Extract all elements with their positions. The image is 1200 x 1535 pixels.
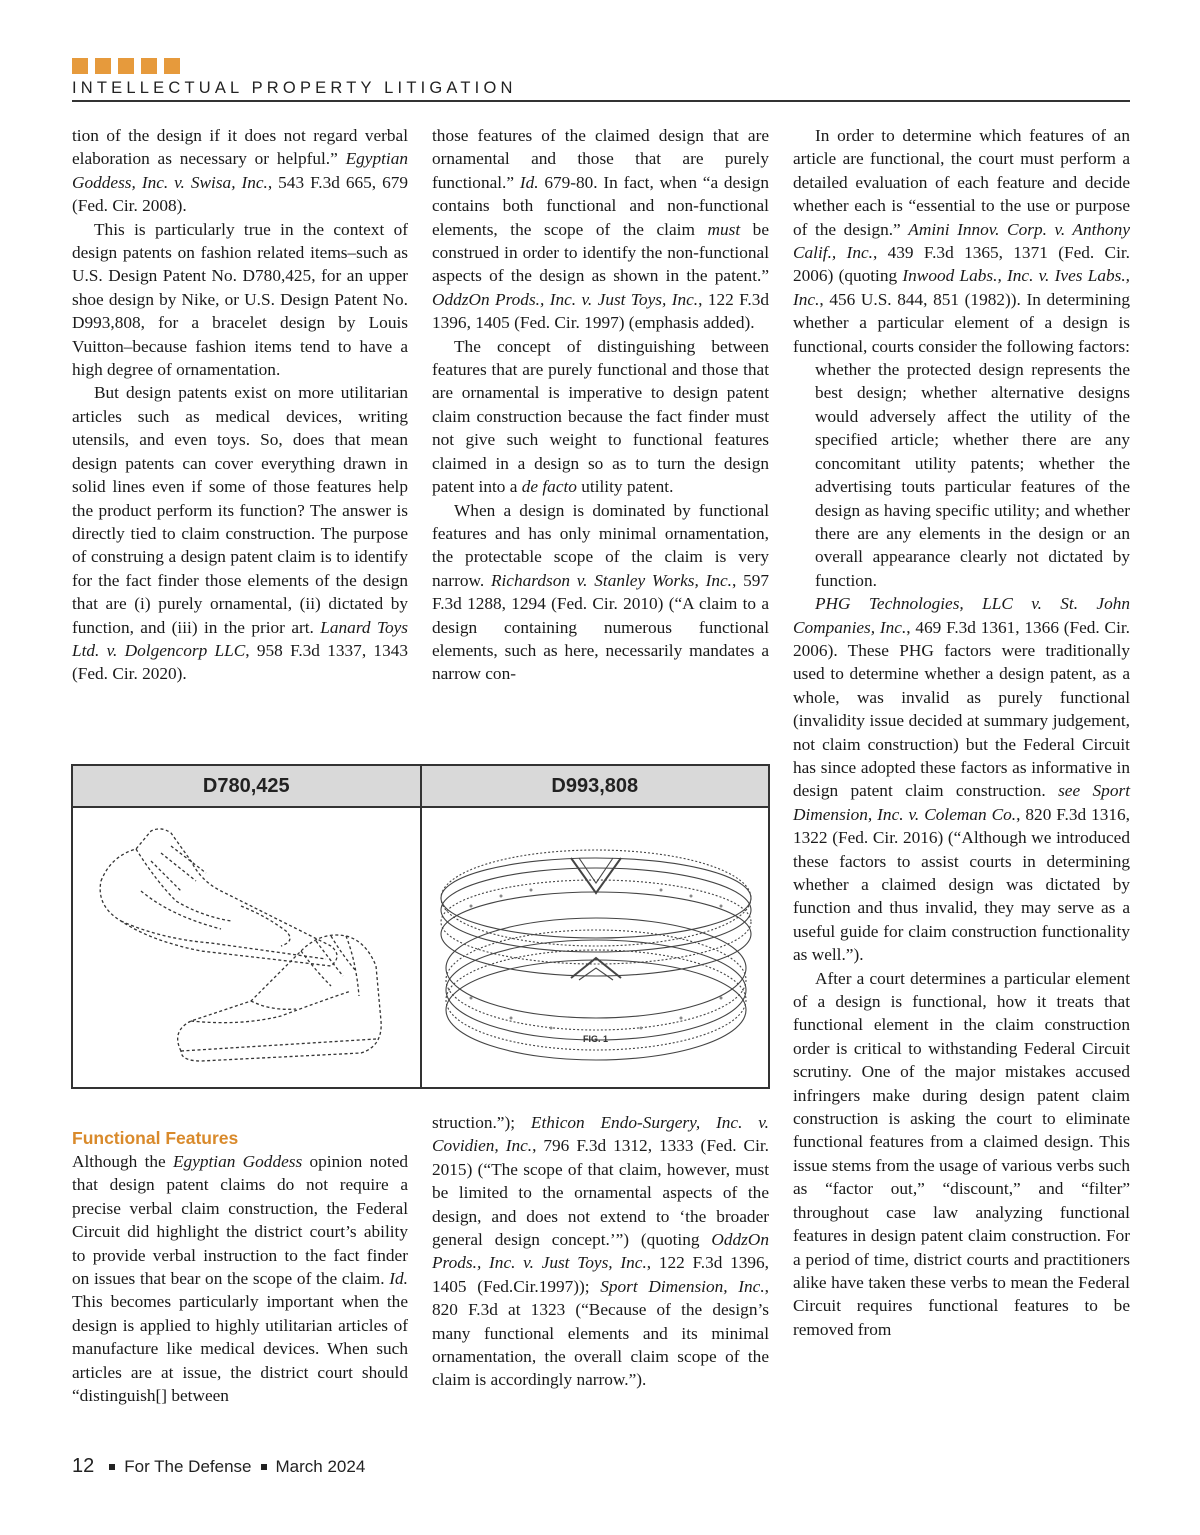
column-1-top xyxy=(72,124,408,686)
column-3 xyxy=(793,124,1130,1341)
footer-separator xyxy=(261,1464,267,1470)
shoe-design-drawing xyxy=(81,821,411,1081)
page-number: 12 xyxy=(72,1455,95,1477)
case-citation: PHG Technologies, LLC v. St. John Companies, Inc. xyxy=(793,594,1130,637)
case-citation: Ethicon Endo-Surgery, Inc. v. Covidien, Inc. xyxy=(432,1113,769,1156)
figure-divider xyxy=(420,808,422,1089)
header-square xyxy=(141,58,157,74)
header-decoration xyxy=(72,58,180,74)
paragraph: This is particularly true in the context of design patents on fashion related items–such as U.S. Design Patent No. D780,425, for an upper shoe design by Nike, or U.S. Design Patent No. D993,808, for a bracelet design by Louis Vuitton–because fashion items tend to have a high degree of ornamentation. xyxy=(72,219,408,380)
figure-header-row xyxy=(73,766,768,808)
section-heading: Functional Features xyxy=(72,1128,239,1148)
case-citation: OddzOn Prods., Inc. v. Just Toys, Inc. xyxy=(432,1230,769,1273)
case-citation: Sport Dimension, Inc. xyxy=(600,1276,765,1296)
block-quote: whether the protected design represents the best design; whether alternative designs would adversely affect the utility of the specified article; whether there are any concomitant utility patents; whether the advertising touts particular features of the design as having specific utility; and whether there are any elements in the design or an overall appearance clearly not dictated by function. xyxy=(815,360,1130,590)
paragraph: those features of the claimed design that are ornamental and those that are purely functional.” Id. 679-80. In fact, when “a design contains both functional and non-functional elements, the scope of the claim must be construed in order to identify the non-functional aspects of the design as shown in the patent.” OddzOn Prods., Inc. v. Just Toys, Inc., 122 F.3d 1396, 1405 (Fed. Cir. 1997) (emphasis added). xyxy=(432,126,770,333)
paragraph: But design patents exist on more utilitarian articles such as medical devices, writing utensils, and even toys. So, does that mean design patents can cover everything drawn in solid lines even if some of those features help the product perform its function? The answer is directly tied to claim construction. The purpose of construing a design patent claim is to identify for the fact finder those elements of the design that are (i) purely ornamental, (ii) dictated by function, and (iii) in the prior art. Lanard Toys Ltd. v. Dolgencorp LLC, 958 F.3d 1337, 1343 (Fed. Cir. 2020). xyxy=(72,383,408,684)
paragraph: struction.”); Ethicon Endo-Surgery, Inc. v. Covidien, Inc., 796 F.3d 1312, 1333 (Fed. Cir. 2015) (“The scope of that claim, however, must be limited to the ornamental aspects of the design, and does not extend to ‘the broader general design concept.’”) (quoting OddzOn Prods., Inc. v. Just Toys, Inc., 122 F.3d 1396, 1405 (Fed.Cir.1997)); Sport Dimension, Inc., 820 F.3d at 1323 (“Because of the design’s many functional elements and its minimal ornamentation, the overall claim scope of the claim is accordingly narrow.”). xyxy=(432,1113,769,1390)
column-2-bottom xyxy=(432,1111,769,1392)
bracelet-design-drawing xyxy=(431,818,761,1068)
case-citation: see Sport Dimension, Inc. v. Coleman Co. xyxy=(793,781,1130,824)
case-citation: Egyptian Goddess, Inc. v. Swisa, Inc. xyxy=(72,149,408,192)
page-footer xyxy=(72,1455,365,1478)
case-citation: Richardson v. Stanley Works, Inc. xyxy=(490,570,732,590)
paragraph: After a court determines a particular element of a design is functional, how it treats that functional element in the claim construction order is critical to withstanding Federal Circuit scrutiny. One of the major mistakes accused infringers make during design patent claim construction is asking the court to eliminate functional features from a claimed design. This issue stems from the usage of various verbs such as “factor out,” “discount,” and “filter” throughout case law analyzing functional features in design patent claim construction. For a period of time, district courts and practitioners alike have taken these verbs to mean the Federal Circuit requires functional features to be removed from xyxy=(793,968,1130,1339)
column-2-top xyxy=(432,124,769,686)
footer-separator xyxy=(109,1464,115,1470)
paragraph: PHG Technologies, LLC v. St. John Companies, Inc., 469 F.3d 1361, 1366 (Fed. Cir. 2006). These PHG factors were traditionally used to determine whether a design patent, as a whole, was invalid as purely functional (invalidity issue decided at summary judgement, not claim construction) but the Federal Circuit has since adopted these factors as informative in design patent claim construction. see Sport Dimension, Inc. v. Coleman Co., 820 F.3d 1316, 1322 (Fed. Cir. 2016) (“Although we introduced these factors to assist courts in determining whether a claimed design was dictated by function and thus invalid, they may serve as a useful guide for claim construction functionality as well.”). xyxy=(793,594,1130,965)
header-rule xyxy=(72,100,1130,102)
case-citation: Lanard Toys Ltd. v. Dolgencorp LLC xyxy=(72,617,408,660)
header-square xyxy=(95,58,111,74)
case-citation: Amini Innov. Corp. v. Anthony Calif., Inc. xyxy=(793,219,1130,263)
publication-name: For The Defense xyxy=(124,1456,252,1476)
paragraph: The concept of distinguishing between features that are purely functional and those that are ornamental is imperative to design patent claim construction because the fact finder must not give such weight to functional features claimed in a design so as to turn the design patent into a de facto utility patent. xyxy=(432,336,769,497)
case-citation: Inwood Labs., Inc. v. Ives Labs., Inc. xyxy=(793,266,1130,309)
paragraph: Although the Egyptian Goddess opinion noted that design patent claims do not require a precise verbal claim construction, the Federal Circuit did highlight the district court’s ability to provide verbal instruction to the fact finder on issues that bear on the scope of the claim. Id. This becomes particularly important when the design is applied to highly utilitarian articles of manufacture like medical devices. When such articles are at issue, the district court should “distinguish[] between xyxy=(72,1152,409,1406)
paragraph: In order to determine which features of an article are functional, the court must perform a detailed evaluation of each feature and decide whether each is “essential to the use or purpose of the design.” Amini Innov. Corp. v. Anthony Calif., Inc., 439 F.3d 1365, 1371 (Fed. Cir. 2006) (quoting Inwood Labs., Inc. v. Ives Labs., Inc., 456 U.S. 844, 851 (1982)). In determining whether a particular element of a design is functional, courts consider the following factors: xyxy=(793,126,1130,356)
figure-label: FIG. 1 xyxy=(583,1034,609,1044)
patent-figure-table xyxy=(71,764,770,1089)
paragraph: When a design is dominated by functional features and has only minimal ornamentation, the protectable scope of the claim is very narrow. Richardson v. Stanley Works, Inc., 597 F.3d 1288, 1294 (Fed. Cir. 2010) (“A claim to a design containing numerous functional elements, such as here, necessarily mandates a narrow con- xyxy=(432,500,770,684)
figure-header-d780425: D780,425 xyxy=(73,766,422,806)
paragraph: tion of the design if it does not regard verbal elaboration as necessary or helpful.” Egyptian Goddess, Inc. v. Swisa, Inc., 543 F.3d 665, 679 (Fed. Cir. 2008). xyxy=(72,126,408,216)
case-citation: OddzOn Prods., Inc. v. Just Toys, Inc. xyxy=(432,289,699,309)
header-square xyxy=(118,58,134,74)
issue-date: March 2024 xyxy=(275,1456,366,1476)
header-square xyxy=(72,58,88,74)
header-square xyxy=(164,58,180,74)
case-citation: Egyptian Goddess xyxy=(173,1152,303,1171)
column-1-bottom xyxy=(72,1150,408,1407)
section-title: INTELLECTUAL PROPERTY LITIGATION xyxy=(72,79,517,97)
figure-header-d993808: D993,808 xyxy=(551,774,639,797)
